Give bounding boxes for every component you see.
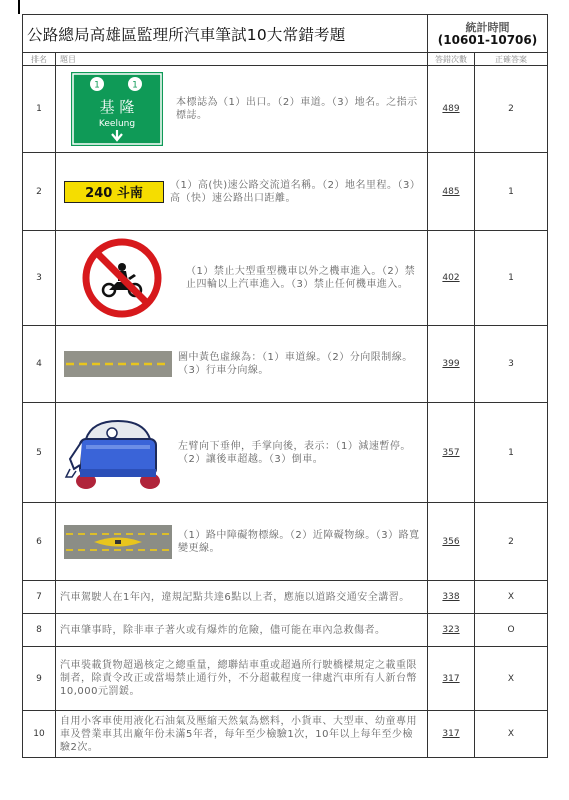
error-count-cell: 402 (428, 231, 475, 326)
question-cell (56, 326, 428, 403)
answer-cell: 1 (475, 403, 548, 503)
text-cursor (18, 0, 20, 14)
table-row (23, 403, 548, 503)
question-cell (56, 403, 428, 503)
error-count-cell: 323 (428, 614, 475, 647)
question-text: （1）路中障礙物標線。（2）近障礙物線。（3）路寬變更線。 (178, 529, 420, 554)
svg-text:240 斗南: 240 斗南 (85, 185, 143, 201)
column-header-row (23, 53, 548, 66)
error-count-cell: 338 (428, 581, 475, 614)
answer-cell: X (475, 581, 548, 614)
obstacle-marking-icon (62, 525, 174, 559)
question-text: 汽車駕駛人在1年內，違規記點共達6點以上者，應施以道路交通安全講習。 (60, 591, 410, 603)
answer-cell: 2 (475, 503, 548, 581)
document-title: 公路總局高雄區監理所汽車筆試10大常錯考題 (23, 15, 428, 53)
rank-cell: 4 (23, 326, 56, 403)
error-count-cell: 317 (428, 711, 475, 758)
error-questions-table (22, 14, 548, 758)
question-text: 汽車肇事時，除非車子著火或有爆炸的危險，儘可能在車內急救傷者。 (60, 624, 386, 636)
stat-period (428, 15, 548, 53)
question-text: 圖中黃色虛線為：（1）車道線。（2）分向限制線。（3）行車分向線。 (178, 352, 413, 376)
svg-text:1: 1 (132, 80, 138, 91)
keelung-sign-icon (62, 72, 172, 146)
question-text: 左臂向下垂伸，手掌向後，表示：（1）減速暫停。（2）讓後車超越。（3）倒車。 (178, 440, 411, 465)
table-row (23, 153, 548, 231)
answer-cell: 1 (475, 153, 548, 231)
question-text: 本標誌為（1）出口。（2）車道。（3）地名。之指示標誌。 (176, 97, 418, 121)
question-cell (56, 153, 428, 231)
col-rank: 排名 (23, 53, 56, 66)
table-row (23, 231, 548, 326)
car-hand-signal-icon (62, 411, 174, 495)
error-count-cell: 485 (428, 153, 475, 231)
error-count-cell: 399 (428, 326, 475, 403)
svg-text:基 隆: 基 隆 (99, 98, 135, 116)
answer-cell: 1 (475, 231, 548, 326)
error-count-cell: 489 (428, 66, 475, 153)
table-row (23, 614, 548, 647)
question-text: 自用小客車使用液化石油氣及壓縮天然氣為燃料，小貨車、大型車、幼童專用車及營業車其出廠年份未滿5年者，每年至少檢驗1次，10年以上每年至少檢驗2次。 (60, 715, 417, 753)
rank-cell: 7 (23, 581, 56, 614)
table-row (23, 503, 548, 581)
stat-label: 統計時間 (465, 20, 510, 34)
error-count-cell: 356 (428, 503, 475, 581)
stat-range: (10601-10706) (437, 32, 538, 47)
answer-cell: 3 (475, 326, 548, 403)
question-cell (56, 711, 428, 758)
table-row (23, 581, 548, 614)
answer-cell: O (475, 614, 548, 647)
table-row (23, 66, 548, 153)
error-count-cell: 357 (428, 403, 475, 503)
table-row (23, 711, 548, 758)
rank-cell: 1 (23, 66, 56, 153)
route-plate-icon (62, 181, 166, 203)
error-count-cell: 317 (428, 647, 475, 711)
table-row (23, 647, 548, 711)
no-motorcycle-sign-icon (62, 238, 182, 318)
rank-cell: 2 (23, 153, 56, 231)
question-cell (56, 647, 428, 711)
question-cell (56, 231, 428, 326)
question-cell (56, 614, 428, 647)
rank-cell: 5 (23, 403, 56, 503)
title-row (23, 15, 548, 53)
col-answer: 正確答案 (475, 53, 548, 66)
question-cell (56, 66, 428, 153)
col-question: 題目 (56, 53, 428, 66)
svg-text:Keelung: Keelung (98, 119, 136, 129)
question-cell (56, 581, 428, 614)
question-text: （1）禁止大型重型機車以外之機車進入。（2）禁止四輪以上汽車進入。（3）禁止任何機車進入。 (186, 266, 416, 290)
rank-cell: 10 (23, 711, 56, 758)
col-error-count: 答錯次數 (428, 53, 475, 66)
yellow-dashed-line-icon (62, 351, 174, 377)
rank-cell: 3 (23, 231, 56, 326)
answer-cell: X (475, 711, 548, 758)
question-text: 汽車裝載貨物超過核定之總重量，總聯結車重或超過所行駛橋樑規定之載重限制者，除責令改正或當場禁止通行外，不分超載程度一律處汽車所有人新台幣10,000元罰鍰。 (60, 660, 417, 697)
question-cell (56, 503, 428, 581)
table-row (23, 326, 548, 403)
rank-cell: 9 (23, 647, 56, 711)
answer-cell: 2 (475, 66, 548, 153)
answer-cell: X (475, 647, 548, 711)
question-text: （1）高(快)速公路交流道名稱。（2）地名里程。（3）高（快）速公路出口距離。 (170, 179, 421, 204)
rank-cell: 8 (23, 614, 56, 647)
rank-cell: 6 (23, 503, 56, 581)
svg-text:1: 1 (94, 80, 100, 91)
